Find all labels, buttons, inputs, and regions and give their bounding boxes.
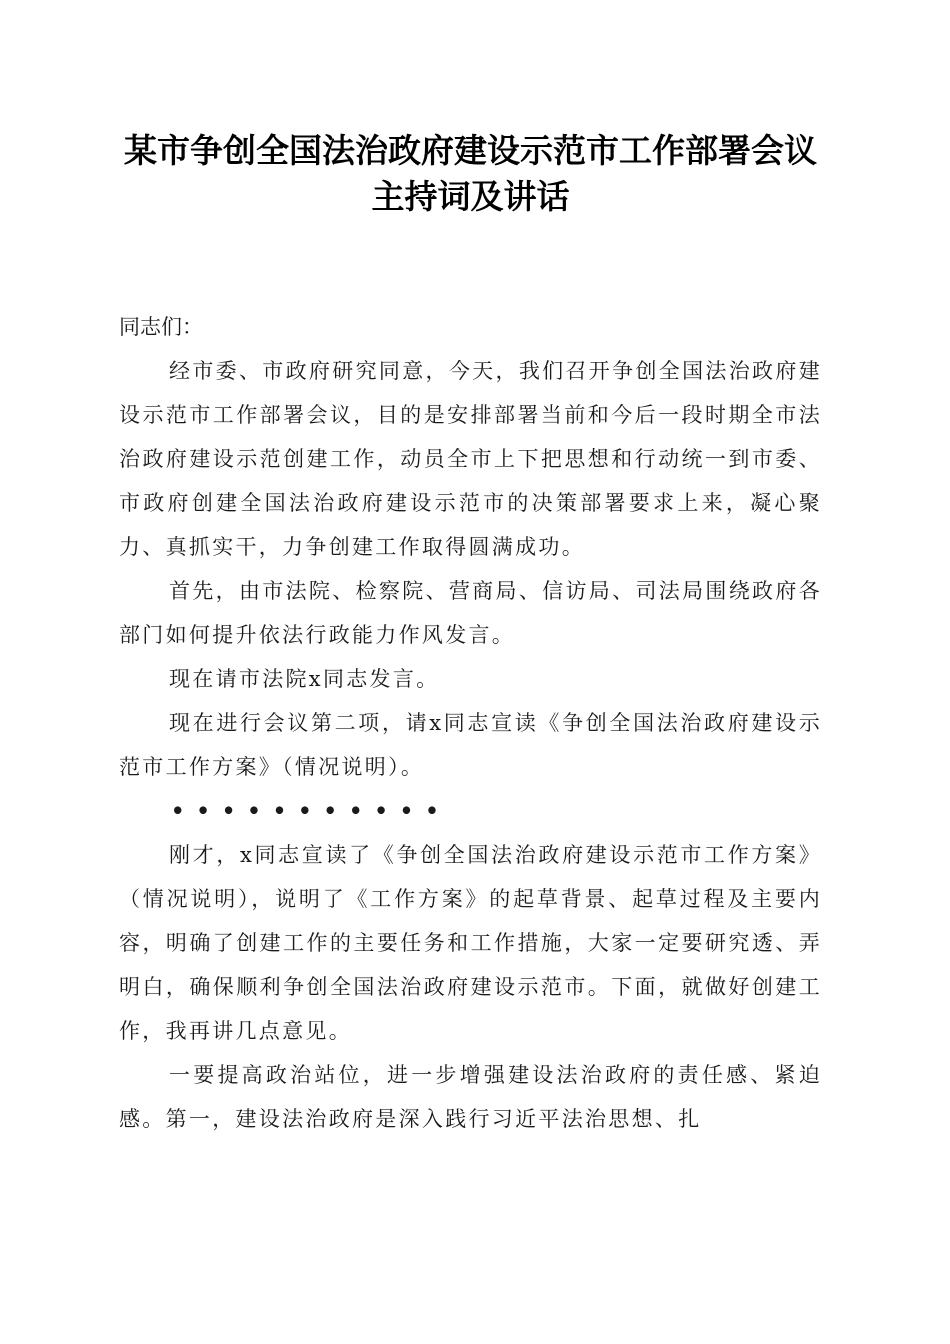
document-page [119,128,822,1141]
paragraph-opening: 经市委、市政府研究同意，今天，我们召开争创全国法治政府建设示范市工作部署会议，目的是安排部署当前和今后一段时期全市法治政府建设示范创建工作，动员全市上下把思想和行动统一到市委、市政府创建全国法治政府建设示范市的决策部署要求上来，凝心聚力、真抓实干，力争创建工作取得圆满成功。 [119,359,822,559]
salutation: 同志们： [119,315,203,339]
document-title: 某市争创全国法治政府建设示范市工作部署会议主持词及讲话 [124,131,817,216]
paragraph-summary: 刚才，x同志宣读了《争创全国法治政府建设示范市工作方案》（情况说明），说明了《工作方案》的起草背景、起草过程及主要内容，明确了创建工作的主要任务和工作措施，大家一定要研究透、弄明白，确保顺利争创全国法治政府建设示范市。下面，就做好创建工作，我再讲几点意见。 [119,843,822,1043]
paragraph-point-one: 一要提高政治站位，进一步增强建设法治政府的责任感、紧迫感。第一，建设法治政府是深入践行习近平法治思想、扎 [119,1063,822,1131]
ellipsis-separator: ••••••••••• [171,798,451,823]
paragraph-first-speakers: 首先，由市法院、检察院、营商局、信访局、司法局围绕政府各部门如何提升依法行政能力作风发言。 [119,579,822,647]
paragraph-court-speaker: 现在请市法院x同志发言。 [169,667,440,691]
paragraph-second-item: 现在进行会议第二项，请x同志宣读《争创全国法治政府建设示范市工作方案》（情况说明）。 [119,711,822,779]
